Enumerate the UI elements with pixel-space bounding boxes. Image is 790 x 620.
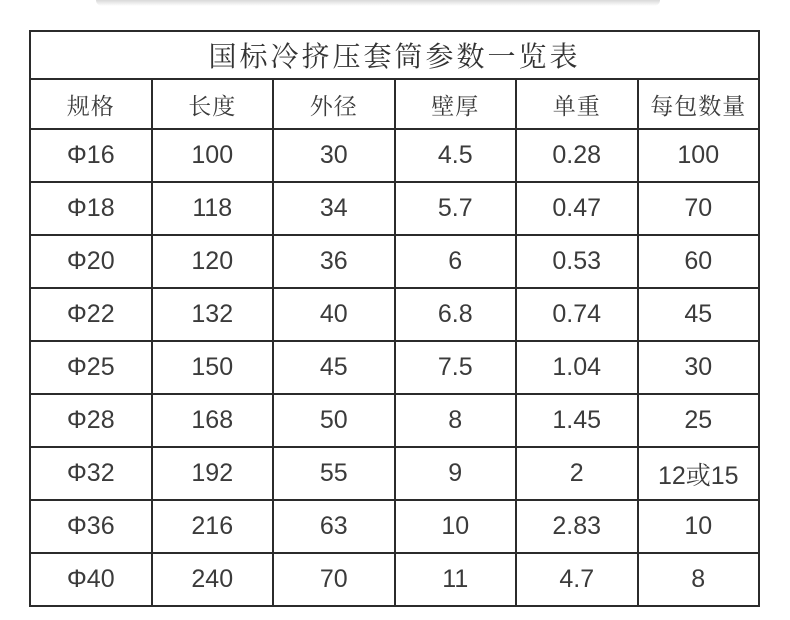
column-header: 规格 [30,79,152,129]
table-row [30,447,759,500]
value-cell: 10 [395,500,517,553]
value-cell: 100 [638,129,760,182]
value-cell: 1.45 [516,394,638,447]
value-cell: 55 [273,447,395,500]
value-cell: 2 [516,447,638,500]
spec-table [29,30,760,607]
table-row [30,288,759,341]
spec-cell: Φ40 [30,553,152,606]
table-row [30,341,759,394]
table-row [30,182,759,235]
value-cell: 2.83 [516,500,638,553]
value-cell: 63 [273,500,395,553]
column-header: 外径 [273,79,395,129]
value-cell: 40 [273,288,395,341]
table-body [30,129,759,606]
value-cell: 4.7 [516,553,638,606]
value-cell: 4.5 [395,129,517,182]
spec-cell: Φ28 [30,394,152,447]
column-header: 长度 [152,79,274,129]
value-cell: 6 [395,235,517,288]
table-row [30,129,759,182]
value-cell: 60 [638,235,760,288]
spec-cell: Φ16 [30,129,152,182]
value-cell: 6.8 [395,288,517,341]
value-cell: 12或15 [638,447,760,500]
value-cell: 30 [638,341,760,394]
value-cell: 10 [638,500,760,553]
value-cell: 0.47 [516,182,638,235]
value-cell: 168 [152,394,274,447]
table-row [30,500,759,553]
table-row [30,394,759,447]
value-cell: 132 [152,288,274,341]
value-cell: 0.53 [516,235,638,288]
value-cell: 100 [152,129,274,182]
value-cell: 8 [395,394,517,447]
spec-table-head [30,31,759,129]
table-title: 国标冷挤压套筒参数一览表 [30,31,759,79]
value-cell: 45 [638,288,760,341]
table-row [30,235,759,288]
value-cell: 36 [273,235,395,288]
table-row [30,553,759,606]
value-cell: 118 [152,182,274,235]
table-header-row [30,79,759,129]
column-header: 壁厚 [395,79,517,129]
spec-cell: Φ36 [30,500,152,553]
spec-cell: Φ18 [30,182,152,235]
column-header: 单重 [516,79,638,129]
value-cell: 0.28 [516,129,638,182]
value-cell: 30 [273,129,395,182]
value-cell: 45 [273,341,395,394]
value-cell: 240 [152,553,274,606]
top-banner-remnant [96,0,660,6]
value-cell: 11 [395,553,517,606]
value-cell: 0.74 [516,288,638,341]
value-cell: 70 [273,553,395,606]
value-cell: 5.7 [395,182,517,235]
value-cell: 1.04 [516,341,638,394]
value-cell: 70 [638,182,760,235]
spec-cell: Φ20 [30,235,152,288]
value-cell: 216 [152,500,274,553]
value-cell: 34 [273,182,395,235]
value-cell: 25 [638,394,760,447]
value-cell: 150 [152,341,274,394]
spec-cell: Φ22 [30,288,152,341]
column-header: 每包数量 [638,79,760,129]
value-cell: 50 [273,394,395,447]
spec-cell: Φ32 [30,447,152,500]
value-cell: 192 [152,447,274,500]
spec-cell: Φ25 [30,341,152,394]
value-cell: 120 [152,235,274,288]
title-row [30,31,759,79]
value-cell: 9 [395,447,517,500]
value-cell: 8 [638,553,760,606]
value-cell: 7.5 [395,341,517,394]
